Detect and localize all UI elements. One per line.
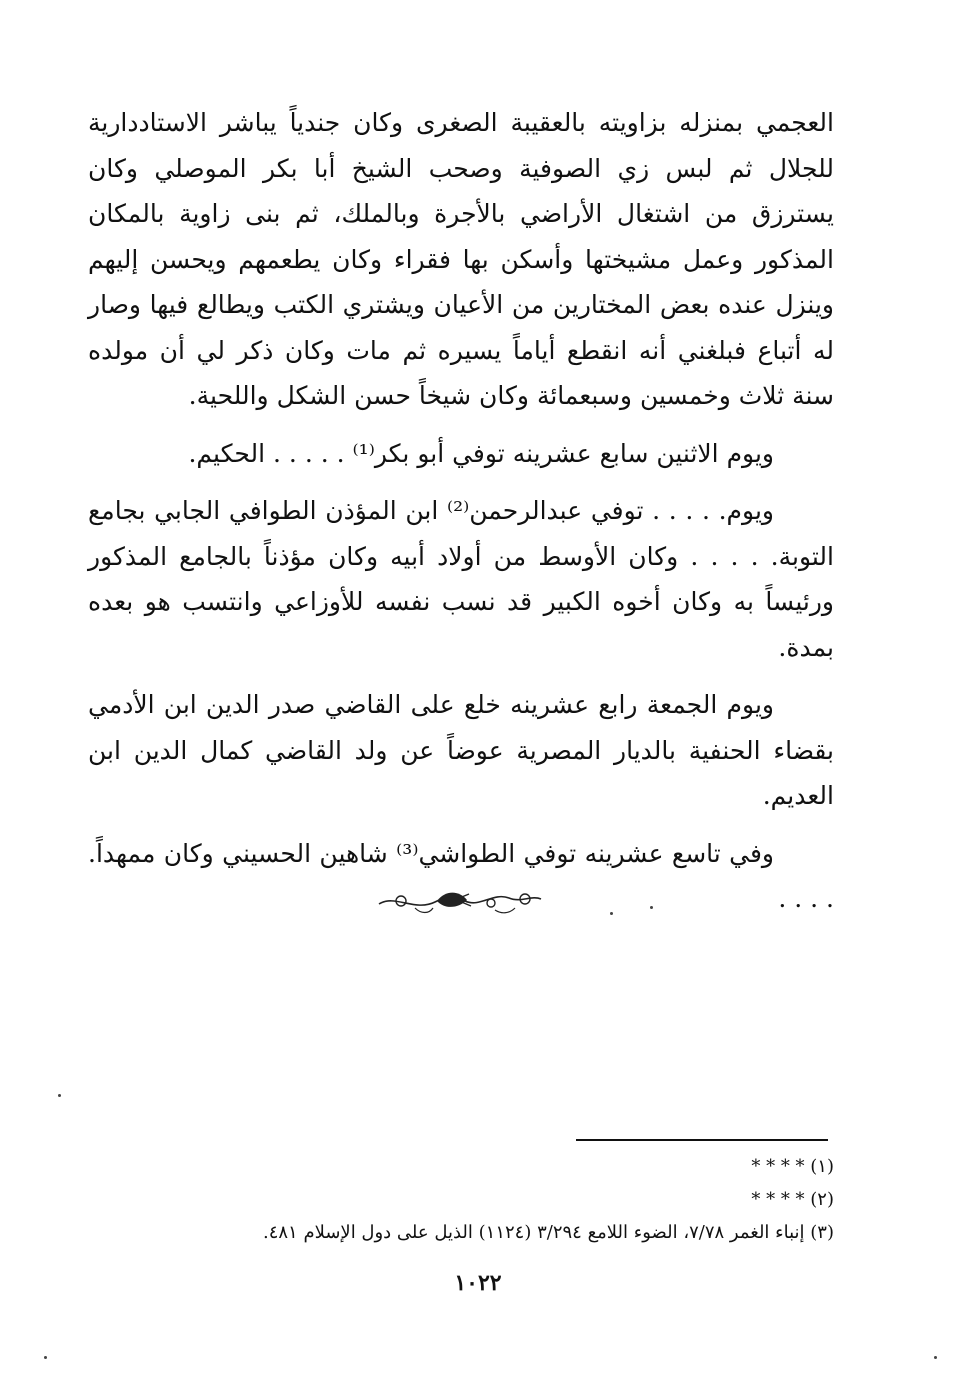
scan-speck bbox=[44, 1356, 47, 1359]
footnote-2: (٢) * * * * bbox=[751, 1189, 834, 1210]
scan-speck bbox=[650, 906, 653, 909]
page-number: ١٠٢٢ bbox=[454, 1270, 502, 1296]
footnotes-section bbox=[100, 1150, 834, 1249]
scan-speck bbox=[934, 1356, 937, 1359]
paragraph-judge-appointment: ويوم الجمعة رابع عشرينه خلع على القاضي صدر الدين ابن الأدمي بقضاء الحنفية بالديار المصرية عوضاً عن ولد القاضي كمال الدين ابن العديم. bbox=[88, 690, 834, 810]
paragraph-death-abu-bakr: ويوم الاثنين سابع عشرينه توفي أبو بكر⁽¹⁾ . . . . . الحكيم. bbox=[188, 438, 774, 468]
footnote-1: (١) * * * * bbox=[751, 1156, 834, 1177]
main-text-body bbox=[88, 100, 834, 922]
paragraph-biography: العجمي بمنزله بزاويته بالعقيبة الصغرى وكان جندياً يباشر الاستاددارية للجلال ثم لبس زي الصوفية وصحب الشيخ أبا بكر الموصلي وكان يسترزق من اشتغال الأراضي بالأجرة وبالملك، ثم بنى زاوية بالمكان المذكور وعمل مشيختها وأسكن بها فقراء وكان يطعمهم ويحسن إليهم وينزل عنده بعض المختارين من الأعيان ويشتري الكتب ويطالع فيها وصار له أتباع فبلغني أنه انقطع أياماً يسيره ثم مات وكان ذكر لي أن مولده سنة ثلاث وخمسين وسبعمائة وكان شيخاً حسن الشكل واللحية. bbox=[88, 108, 834, 410]
scan-speck bbox=[58, 1094, 61, 1097]
paragraph-death-abdulrahman: ويوم. . . . . توفي عبدالرحمن⁽²⁾ ابن المؤذن الطوافي الجابي بجامع التوبة. . . . . وكان الأوسط من أولاد أبيه وكان مؤذناً بالجامع المذكور ورئيساً به وكان أخوه الكبير قد نسب نفسه للأوزاعي وانتسب هو بعده بمدة. bbox=[88, 496, 834, 662]
paragraph-death-shahin: وفي تاسع عشرينه توفي الطواشي⁽³⁾ شاهين الحسيني وكان ممهداً. . . . . bbox=[88, 838, 834, 913]
floral-divider-ornament-icon bbox=[375, 884, 545, 918]
scan-speck bbox=[610, 912, 613, 915]
footnote-3: (٣) إنباء الغمر ٧/٧٨، الضوء اللامع ٣/٢٩٤ (١١٢٤) الذيل على دول الإسلام ٤٨١. bbox=[262, 1222, 834, 1243]
footnote-separator-rule bbox=[576, 1139, 828, 1141]
